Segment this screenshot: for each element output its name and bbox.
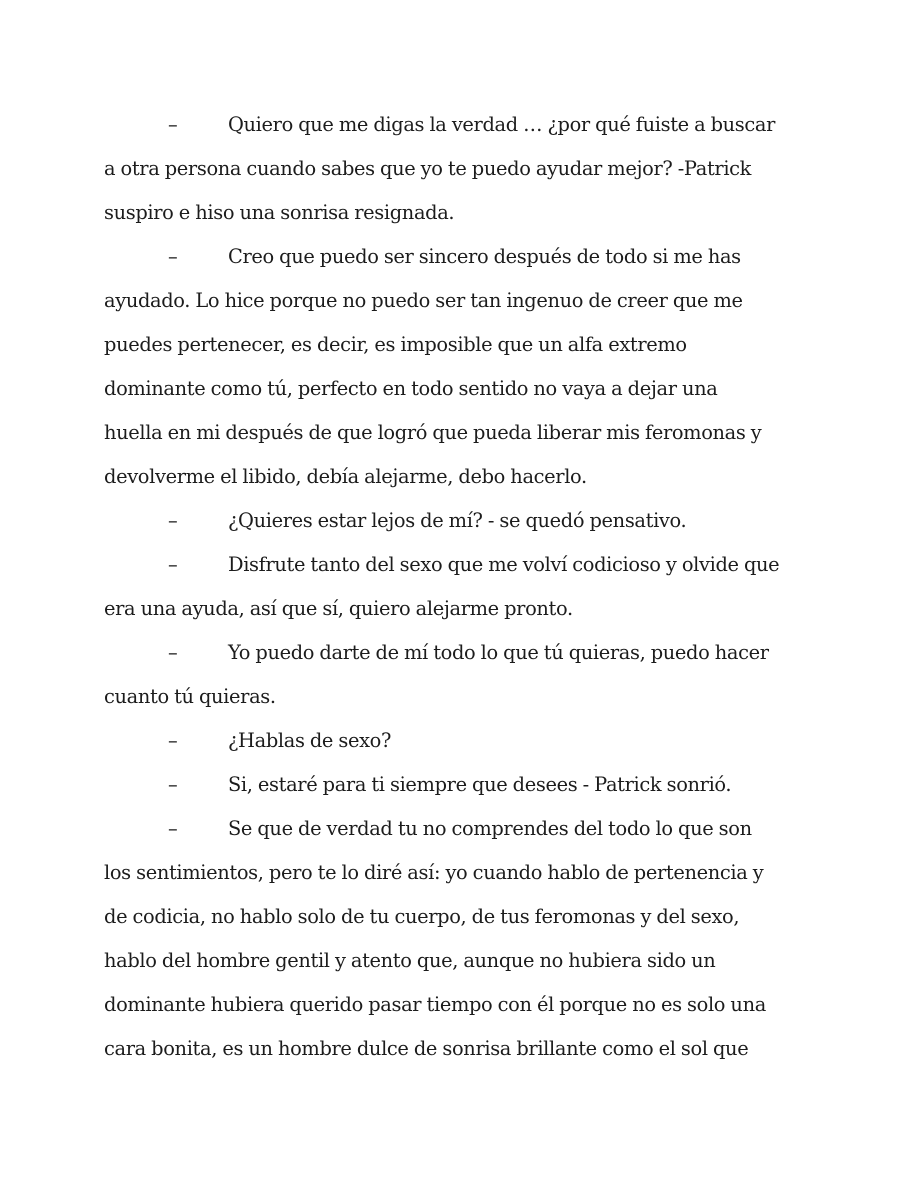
text-line <box>104 1027 798 1071</box>
document-page <box>104 103 798 1071</box>
text-line <box>104 147 798 191</box>
text-line <box>104 191 798 235</box>
line-text: huella en mi después de que logró que pueda liberar mis feromonas y <box>104 421 762 444</box>
line-text: era una ayuda, así que sí, quiero alejarme pronto. <box>104 597 573 620</box>
line-text: puedes pertenecer, es decir, es imposible que un alfa extremo <box>104 333 687 356</box>
text-line <box>104 235 798 279</box>
line-text: los sentimientos, pero te lo diré así: yo cuando hablo de pertenencia y <box>104 861 764 884</box>
line-text: Quiero que me digas la verdad … ¿por qué fuiste a buscar <box>228 113 776 136</box>
text-line <box>104 587 798 631</box>
text-line <box>104 939 798 983</box>
line-text: Se que de verdad tu no comprendes del todo lo que son <box>228 817 752 840</box>
dialogue-dash: – <box>168 553 178 576</box>
text-line <box>104 499 798 543</box>
line-text: cuanto tú quieras. <box>104 685 276 708</box>
dialogue-dash: – <box>168 245 178 268</box>
line-text: ¿Quieres estar lejos de mí? - se quedó pensativo. <box>228 509 687 532</box>
line-text: dominante hubiera querido pasar tiempo con él porque no es solo una <box>104 993 766 1016</box>
text-line <box>104 279 798 323</box>
line-text: hablo del hombre gentil y atento que, aunque no hubiera sido un <box>104 949 716 972</box>
line-text: cara bonita, es un hombre dulce de sonrisa brillante como el sol que <box>104 1037 749 1060</box>
text-line <box>104 103 798 147</box>
line-text: Creo que puedo ser sincero después de todo si me has <box>228 245 741 268</box>
dialogue-dash: – <box>168 113 178 136</box>
text-line <box>104 455 798 499</box>
text-line <box>104 763 798 807</box>
text-line <box>104 411 798 455</box>
text-line <box>104 719 798 763</box>
line-text: dominante como tú, perfecto en todo sentido no vaya a dejar una <box>104 377 718 400</box>
line-text: a otra persona cuando sabes que yo te puedo ayudar mejor? -Patrick <box>104 157 752 180</box>
text-line <box>104 367 798 411</box>
line-text: suspiro e hiso una sonrisa resignada. <box>104 201 455 224</box>
text-line <box>104 807 798 851</box>
text-line <box>104 851 798 895</box>
dialogue-dash: – <box>168 729 178 752</box>
line-text: ¿Hablas de sexo? <box>228 729 392 752</box>
line-text: devolverme el libido, debía alejarme, debo hacerlo. <box>104 465 587 488</box>
dialogue-dash: – <box>168 773 178 796</box>
line-text: de codicia, no hablo solo de tu cuerpo, de tus feromonas y del sexo, <box>104 905 740 928</box>
line-text: Yo puedo darte de mí todo lo que tú quieras, puedo hacer <box>228 641 769 664</box>
text-line <box>104 983 798 1027</box>
dialogue-dash: – <box>168 509 178 532</box>
line-text: Si, estaré para ti siempre que desees - Patrick sonrió. <box>228 773 732 796</box>
text-line <box>104 675 798 719</box>
line-text: Disfrute tanto del sexo que me volví codicioso y olvide que <box>228 553 780 576</box>
dialogue-dash: – <box>168 817 178 840</box>
text-line <box>104 631 798 675</box>
text-line <box>104 543 798 587</box>
line-text: ayudado. Lo hice porque no puedo ser tan ingenuo de creer que me <box>104 289 743 312</box>
dialogue-dash: – <box>168 641 178 664</box>
text-line <box>104 895 798 939</box>
text-line <box>104 323 798 367</box>
